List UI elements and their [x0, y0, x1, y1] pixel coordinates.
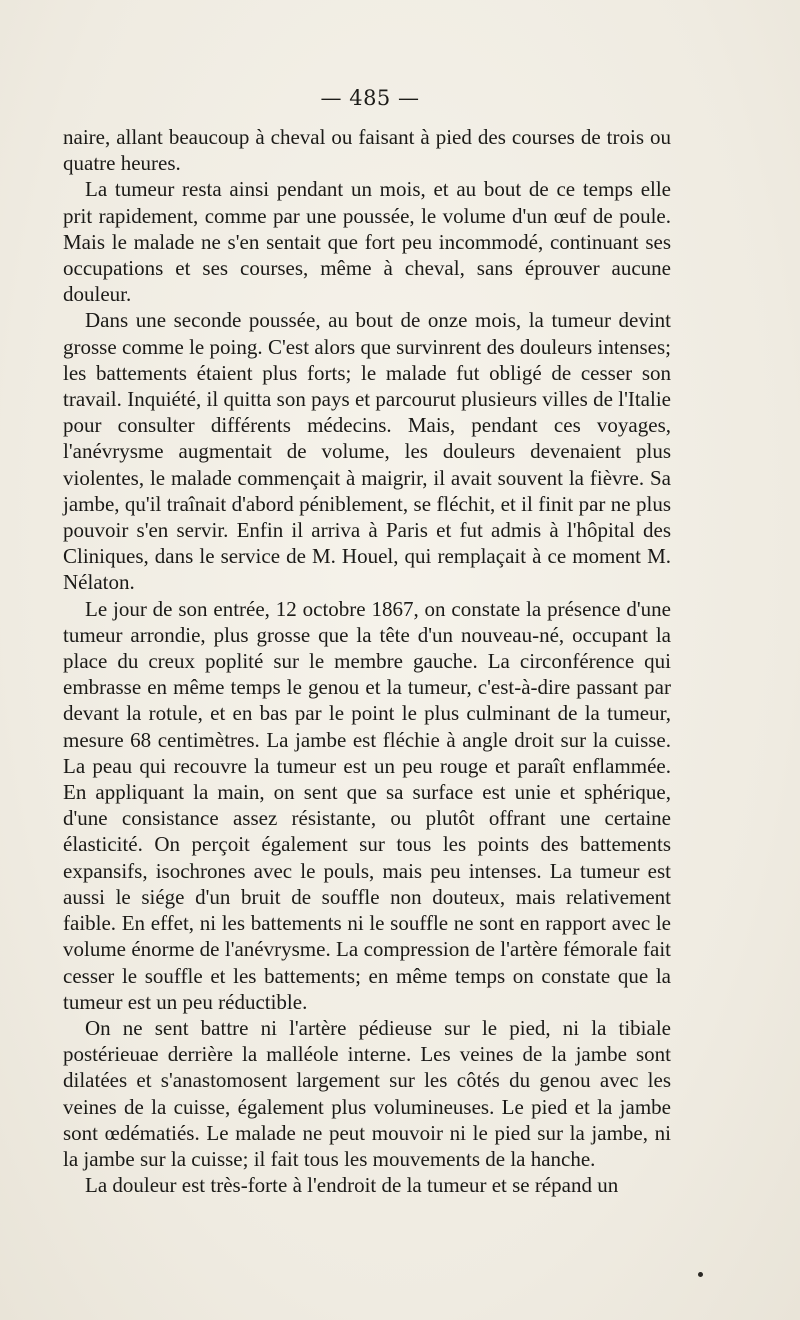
- paragraph-2: La tumeur resta ainsi pendant un mois, et au bout de ce temps elle prit rapidement, comme par une poussée, le volume d'un œuf de poule. Mais le malade ne s'en sentait que fort peu incommodé, continuant ses occupations et ses courses, même à cheval, sans éprouver aucune douleur.: [63, 177, 671, 307]
- paragraph-5: On ne sent battre ni l'artère pédieuse sur le pied, ni la tibiale postérieuae derrière la malléole interne. Les veines de la jambe sont dilatées et s'anastomosent largement sur les côtés du genou avec les veines de la cuisse, également plus volumineuses. Le pied et la jambe sont œdématiés. Le malade ne peut mouvoir ni le pied sur la jambe, ni la jambe sur la cuisse; il fait tous les mouvements de la hanche.: [63, 1015, 671, 1171]
- body-text: [63, 124, 671, 1198]
- paragraph-1: naire, allant beaucoup à cheval ou faisant à pied des courses de trois ou quatre heures.: [63, 125, 671, 176]
- ink-speck: [698, 1272, 703, 1277]
- paragraph-4: Le jour de son entrée, 12 octobre 1867, on constate la présence d'une tumeur arrondie, plus grosse que la tête d'un nouveau-né, occupant la place du creux poplité sur le membre gauche. La circonférence qui embrasse en même temps le genou et la tumeur, c'est-à-dire passant par devant la rotule, et en bas par le point le plus culminant de la tumeur, mesure 68 centimètres. La jambe est fléchie à angle droit sur la cuisse. La peau qui recouvre la tumeur est un peu rouge et paraît enflammée. En appliquant la main, on sent que sa surface est unie et sphérique, d'une consistance assez résistante, ou plutôt offrant une certaine élasticité. On perçoit également sur tous les points des battements expansifs, isochrones avec le pouls, mais peu intenses. La tumeur est aussi le siége d'un bruit de souffle non douteux, mais relativement faible. En effet, ni les battements ni le souffle ne sont en rapport avec le volume énorme de l'anévrysme. La compression de l'artère fémorale fait cesser le souffle et les battements; en même temps on constate que la tumeur est un peu réductible.: [63, 596, 671, 1014]
- paragraph-6: La douleur est très-forte à l'endroit de la tumeur et se répand un: [85, 1173, 619, 1198]
- page-number: — 485 —: [320, 86, 420, 110]
- paragraph-3: Dans une seconde poussée, au bout de onze mois, la tumeur devint grosse comme le poing. C'est alors que survinrent des douleurs intenses; les battements étaient plus forts; le malade fut obligé de cesser son travail. Inquiété, il quitta son pays et parcourut plusieurs villes de l'Italie pour consulter différents médecins. Mais, pendant ces voyages, l'anévrysme augmentait de volume, les douleurs devenaient plus violentes, le malade commençait à maigrir, il avait souvent la fièvre. Sa jambe, qu'il traînait d'abord péniblement, se fléchit, et il finit par ne plus pouvoir s'en servir. Enfin il arriva à Paris et fut admis à l'hôpital des Cliniques, dans le service de M. Houel, qui remplaçait à ce moment M. Nélaton.: [63, 308, 671, 595]
